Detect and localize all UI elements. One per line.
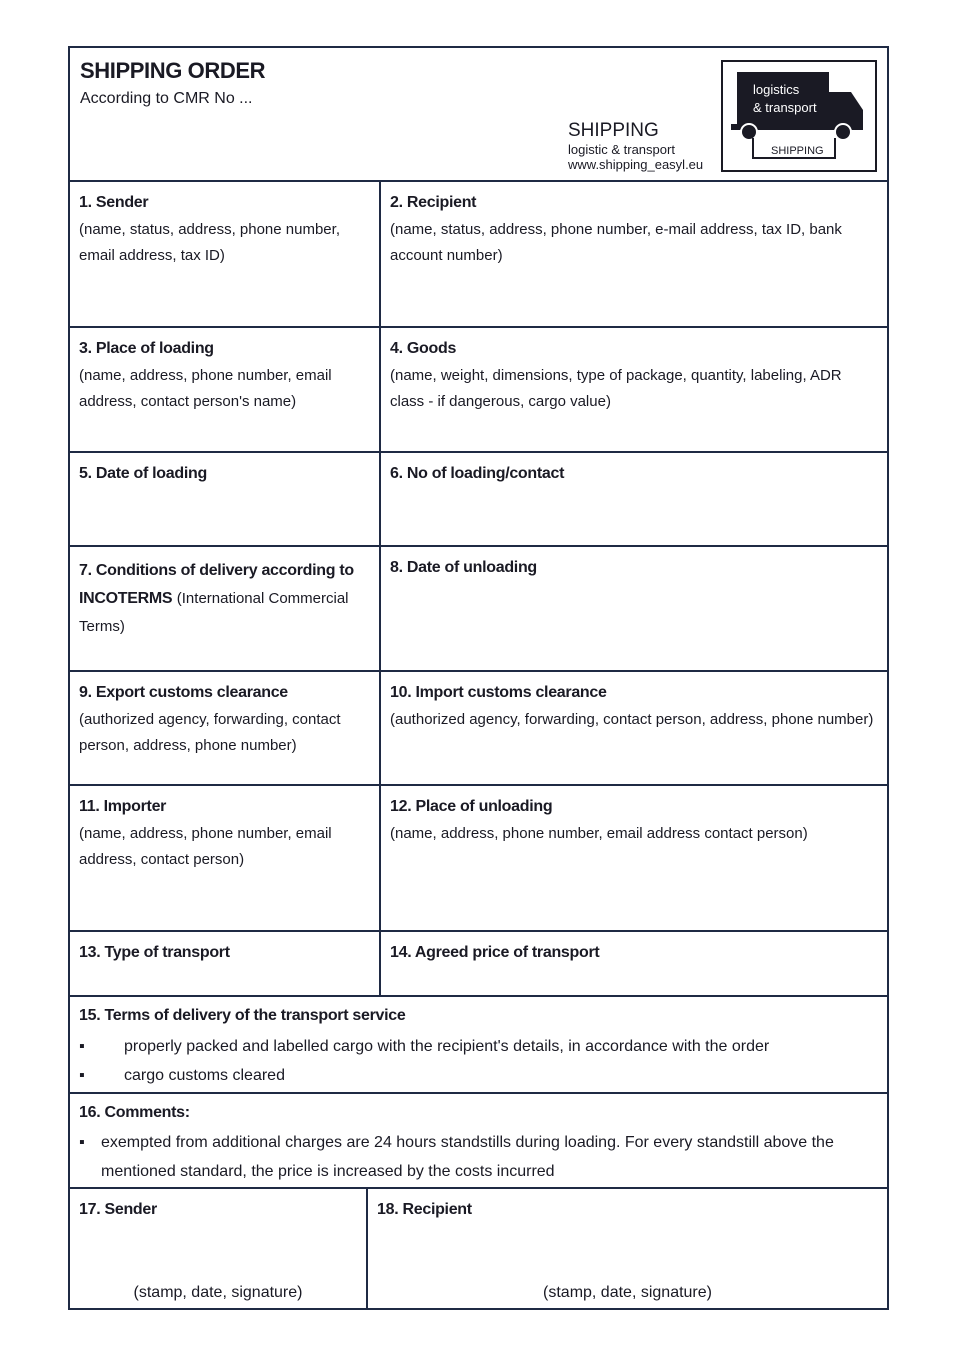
field-title: 6. No of loading/contact [390,465,565,482]
list-item-text: properly packed and labelled cargo with the recipient's details, in accordance with the order [124,1038,770,1055]
field-title: 13. Type of transport [79,944,230,961]
field-title: 2. Recipient [390,194,477,211]
field-description: (name, address, phone number, email address contact person) [390,825,808,842]
field-title: 9. Export customs clearance [79,684,288,701]
field-title: 15. Terms of delivery of the transport service [79,1007,406,1024]
signature-note: (stamp, date, signature) [543,1284,712,1301]
field-sender-signature[interactable] [70,1189,368,1308]
logo-line-1: logistics [753,82,800,97]
list-item [79,1032,879,1061]
field-export-customs[interactable] [70,672,381,786]
field-title: 10. Import customs clearance [390,684,607,701]
field-comments[interactable] [70,1094,887,1189]
field-title: 5. Date of loading [79,465,207,482]
company-logo [721,60,877,172]
page-title: SHIPPING ORDER [80,58,266,83]
field-description: (authorized agency, forwarding, contact person, address, phone number) [79,711,341,754]
list-item-text: cargo customs cleared [124,1067,285,1084]
field-description: (name, weight, dimensions, type of package, quantity, labeling, ADR class - if dangerous, cargo value) [390,367,842,410]
logo-badge: SHIPPING [771,145,824,157]
field-title: 4. Goods [390,340,457,357]
field-place-of-loading[interactable] [70,328,381,453]
shipping-order-form [68,46,889,1310]
field-title: 14. Agreed price of transport [390,944,600,961]
field-description: (name, status, address, phone number, e-mail address, tax ID, bank account number) [390,221,842,264]
field-date-of-unloading[interactable] [381,547,887,672]
bullet-icon: ▪ [79,1134,85,1151]
brand-url: www.shipping_easyl.eu [568,157,704,172]
field-description: (name, address, phone number, email address, contact person) [79,825,332,868]
field-title: 17. Sender [79,1201,157,1218]
field-title-wrap [79,557,371,641]
bullet-icon: ▪ [79,1038,85,1055]
field-description: (International Commercial Terms) [79,590,349,635]
field-loading-number[interactable] [381,453,887,547]
field-sender[interactable] [70,182,381,328]
signature-note: (stamp, date, signature) [133,1284,303,1301]
field-type-of-transport[interactable] [70,932,381,997]
list-item [79,1128,879,1186]
brand-tagline: logistic & transport [568,142,675,157]
field-description: (name, status, address, phone number, email address, tax ID) [79,221,340,264]
brand-block [568,120,703,172]
field-description: (authorized agency, forwarding, contact person, address, phone number) [390,711,874,728]
form-header [70,48,887,182]
field-title: 12. Place of unloading [390,798,553,815]
field-title: 16. Comments: [79,1104,190,1121]
field-importer[interactable] [70,786,381,932]
logo-line-2: & transport [753,100,817,115]
field-description: (name, address, phone number, email address, contact person's name) [79,367,332,410]
field-date-of-loading[interactable] [70,453,381,547]
field-terms-of-delivery[interactable] [70,997,887,1094]
field-delivery-conditions[interactable] [70,547,381,672]
field-agreed-price[interactable] [381,932,887,997]
truck-icon [723,62,875,170]
field-goods[interactable] [381,328,887,453]
field-title: 7. Conditions of delivery according to INCOTERMS [79,562,354,607]
field-title: 3. Place of loading [79,340,214,357]
field-place-of-unloading[interactable] [381,786,887,932]
field-title: 11. Importer [79,798,167,815]
brand-name: SHIPPING [568,120,659,141]
field-recipient[interactable] [381,182,887,328]
field-import-customs[interactable] [381,672,887,786]
field-title: 8. Date of unloading [390,559,537,576]
bullet-icon: ▪ [79,1067,85,1084]
field-title: 18. Recipient [377,1201,472,1218]
field-title: 1. Sender [79,194,149,211]
page-subtitle: According to CMR No ... [80,90,253,107]
list-item [79,1061,879,1090]
list-item-text: exempted from additional charges are 24 hours standstills during loading. For every standstill above the mentioned standard, the price is increased by the costs incurred [101,1134,834,1180]
field-recipient-signature[interactable] [368,1189,887,1308]
